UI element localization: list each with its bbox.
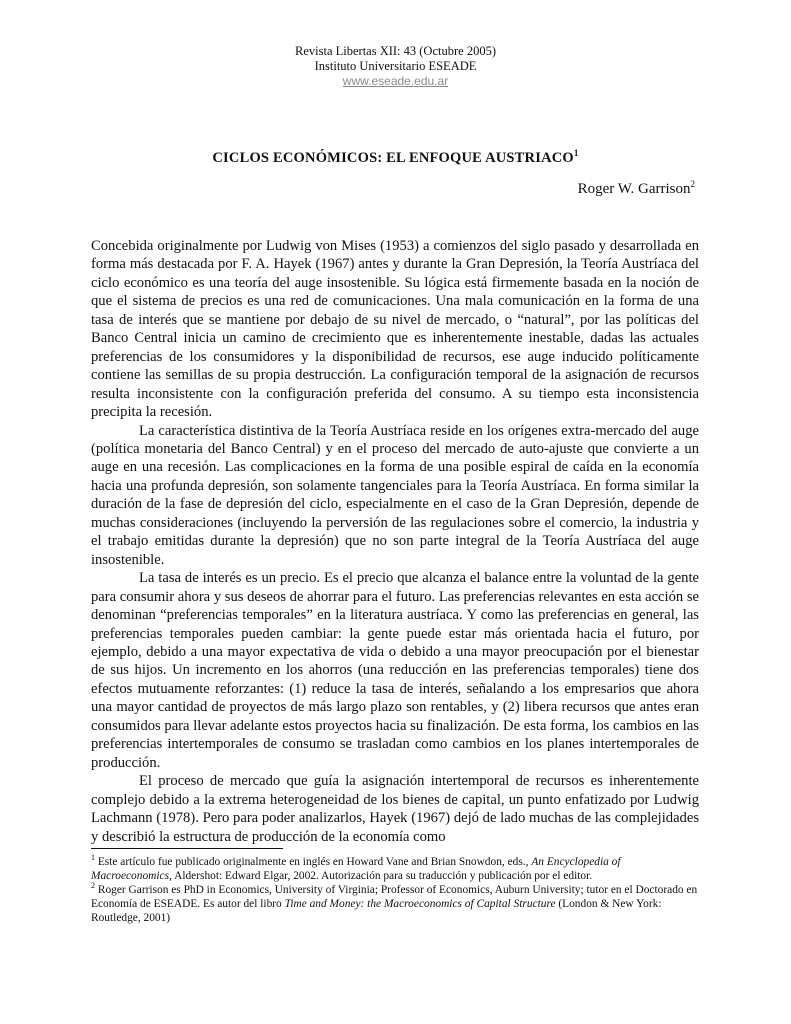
footnote-2-marker: 2 bbox=[91, 881, 95, 891]
footnote-2-text-a: Roger Garrison es PhD in Economics, University of Virginia; Professor of Economics, Auburn University; tutor en el Doctorado en Economía de ESEADE. Es autor del libro bbox=[91, 884, 698, 910]
footnotes bbox=[91, 855, 701, 925]
footnote-2-italic: Time and Money: the Macroeconomics of Capital Structure bbox=[284, 898, 556, 910]
article-title bbox=[0, 150, 791, 167]
footnote-1-italic: An Encyclopedia of Macroeconomics bbox=[91, 856, 621, 882]
author-footnote-marker[interactable]: 2 bbox=[690, 179, 695, 189]
footnote-1-text-a: Este artículo fue publicado originalmente en inglés en Howard Vane and Brian Snowdon, eds., bbox=[95, 856, 532, 868]
article-body bbox=[91, 237, 699, 846]
footnote-2-text-b: (London & New York: Routledge, 2001) bbox=[91, 898, 662, 924]
footnote-1 bbox=[91, 855, 701, 883]
footnote-1-marker: 1 bbox=[91, 853, 95, 863]
title-footnote-marker[interactable]: 1 bbox=[573, 148, 579, 159]
footnote-2 bbox=[91, 883, 701, 925]
institute-name: Instituto Universitario ESEADE bbox=[314, 59, 477, 73]
author-name: Roger W. Garrison bbox=[577, 181, 691, 197]
paragraph-1: Concebida originalmente por Ludwig von Mises (1953) a comienzos del siglo pasado y desarrollada en forma más destacada por F. A. Hayek (1967) antes y durante la Gran Depresión, la Teoría Austríaca del ciclo económico es una teoría del auge insostenible. Su lógica está firmemente basada en la noción de que el sistema de precios es una red de comunicaciones. Una mala comunicación en la forma de una tasa de interés que se mantiene por debajo de su nivel de mercado, o “natural”, por las políticas del Banco Central inicia un camino de crecimiento que es inherentemente inestable, dadas las actuales preferencias de los consumidores y la disponibilidad de recursos, ese auge inducido políticamente contiene las semillas de su propia destrucción. La configuración temporal de la asignación de recursos resulta inconsistente con la configuración preferida del consumo. A su tiempo esta inconsistencia precipita la recesión. bbox=[91, 238, 699, 421]
website-link[interactable]: www.eseade.edu.ar bbox=[342, 74, 449, 88]
journal-citation: Revista Libertas XII: 43 (Octubre 2005) bbox=[295, 44, 496, 58]
footnote-1-text-b: , Aldershot: Edward Elgar, 2002. Autorización para su traducción y publicación por el editor. bbox=[169, 870, 593, 882]
footnote-divider bbox=[91, 848, 283, 849]
article-author bbox=[578, 181, 695, 198]
article-title-text: CICLOS ECONÓMICOS: EL ENFOQUE AUSTRIACO bbox=[212, 150, 574, 166]
paragraph-2: La característica distintiva de la Teoría Austríaca reside en los orígenes extra-mercado del auge (política monetaria del Banco Central) y en el proceso del mercado de auto-ajuste que convierte a un auge en una recesión. Las complicaciones en la forma de una posible espiral de caída en la economía hacia una profunda depresión, son solamente tangenciales para la Teoría Austríaca. En forma similar la duración de la fase de depresión del ciclo, especialmente en el caso de la Gran Depresión, depende de muchas consideraciones (incluyendo la perversión de las regulaciones sobre el comercio, la industria y el trabajo emitidas durante la depresión) que no son parte integral de la Teoría Austríaca del auge insostenible. bbox=[91, 422, 699, 568]
paragraph-4: El proceso de mercado que guía la asignación intertemporal de recursos es inherentemente complejo debido a la extrema heterogeneidad de los bienes de capital, un punto enfatizado por Ludwig Lachmann (1978). Pero para poder analizarlos, Hayek (1967) dejó de lado muchas de las complejidades y describió la estructura de producción de la economía como bbox=[91, 773, 699, 845]
paragraph-3: La tasa de interés es un precio. Es el precio que alcanza el balance entre la voluntad de la gente para consumir ahora y sus deseos de ahorrar para el futuro. Las preferencias relevantes en esta acción se denominan “preferencias temporales” en la literatura austríaca. Y como las preferencias en general, las preferencias temporales pueden cambiar: la gente puede estar más orientada hacia el futuro, por ejemplo, debido a una mayor expectativa de vida o debido a una mayor preocupación por el bienestar de sus hijos. Un incremento en los ahorros (una reducción en las preferencias temporales) tiene dos efectos mutuamente reforzantes: (1) reduce la tasa de interés, señalando a los empresarios que ahora una mayor cantidad de proyectos de más largo plazo son rentables, y (2) libera recursos que antes eran consumidos para llevar adelante estos proyectos hacia su finalización. De esta forma, los cambios en las preferencias intertemporales de consumo se trasladan como cambios en los planes intertemporales de producción. bbox=[91, 570, 699, 771]
journal-header bbox=[0, 44, 791, 89]
